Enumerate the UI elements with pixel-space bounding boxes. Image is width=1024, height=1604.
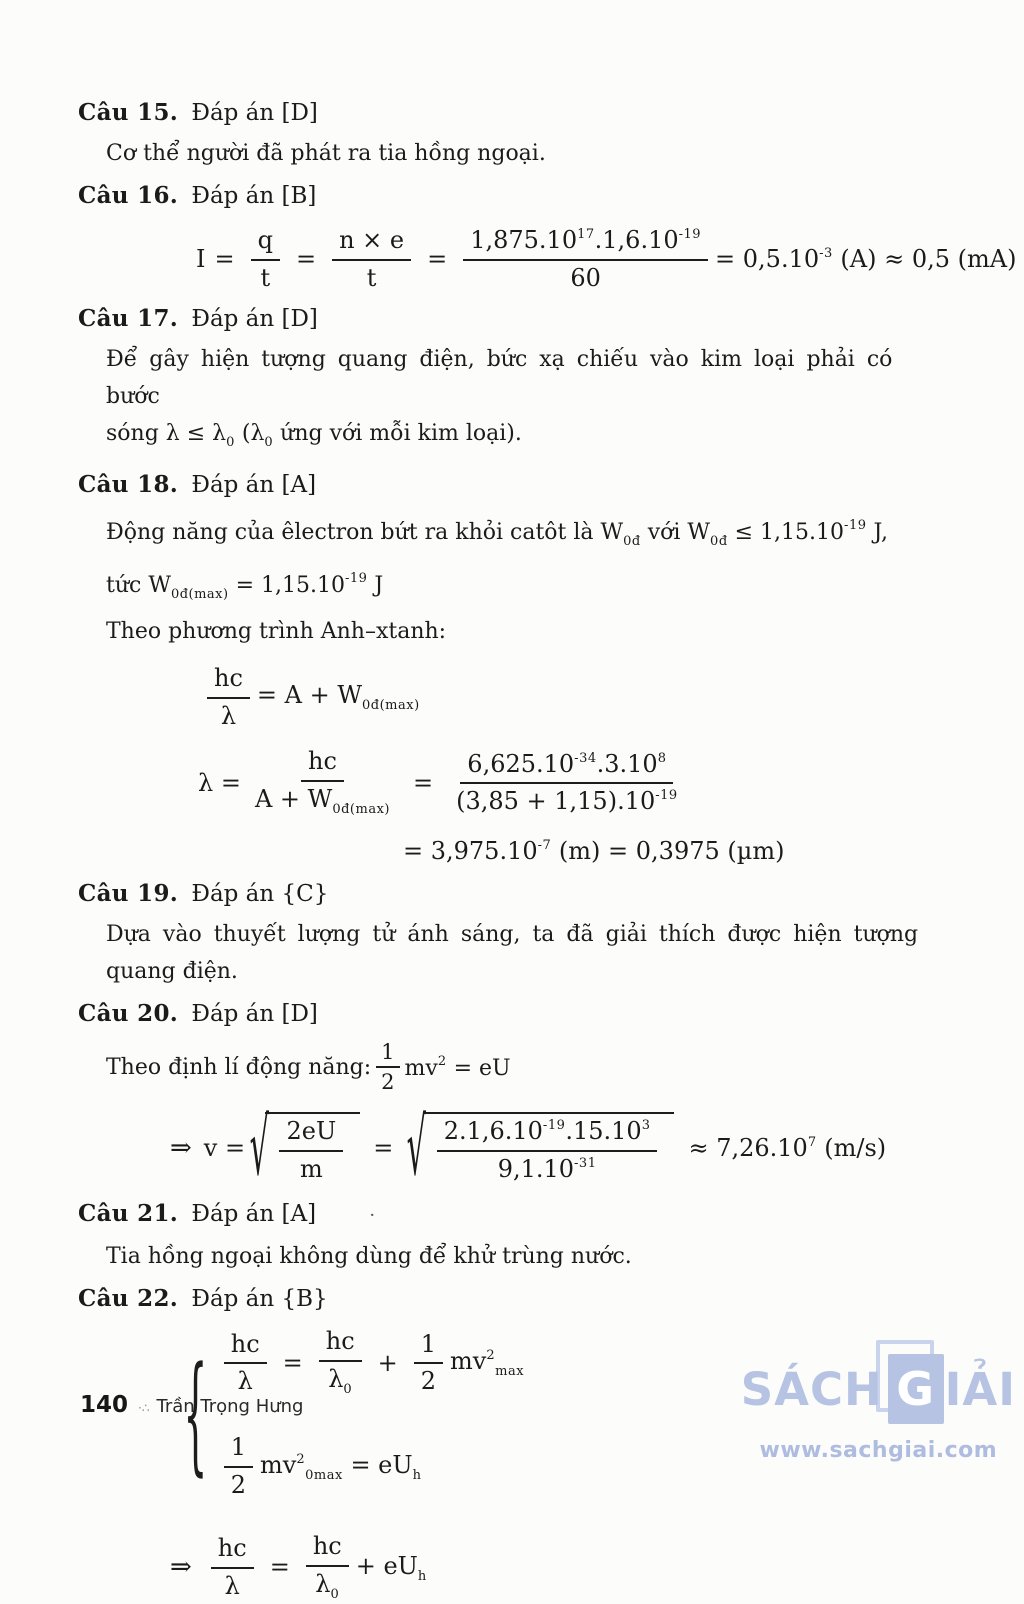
math-term: A + W <box>254 784 333 813</box>
numerator: 1 <box>224 1433 253 1468</box>
author-name: Trần Trọng Hưng <box>156 1396 304 1417</box>
denominator <box>321 1362 359 1399</box>
question-21-heading <box>78 1198 942 1232</box>
question-15-heading <box>78 97 942 129</box>
question-22-answer: Đáp án {B} <box>191 1286 328 1313</box>
math-term <box>257 681 420 714</box>
exponent: -19 <box>655 788 678 804</box>
fraction <box>251 226 280 293</box>
question-17-label: Câu 17. <box>78 305 179 333</box>
denominator: λ <box>224 1571 240 1600</box>
subscript: h <box>412 1467 422 1483</box>
exponent: 2 <box>296 1451 306 1467</box>
square-root <box>249 1100 360 1194</box>
equals-sign: = <box>295 245 317 274</box>
equals-sign: = <box>269 1553 290 1582</box>
numerator <box>460 750 673 785</box>
equals-sign: = <box>282 1349 303 1378</box>
subscript: 0max <box>305 1467 343 1483</box>
current-formula <box>196 226 1017 293</box>
watermark-brand <box>741 1354 1016 1424</box>
math-result <box>688 1134 886 1163</box>
math-term: J, <box>866 520 889 546</box>
math-term: = A + W <box>256 681 363 710</box>
denominator <box>308 1567 346 1604</box>
exponent: -3 <box>819 246 833 262</box>
question-21-label: Câu 21. <box>78 1200 179 1228</box>
exponent: 17 <box>577 227 595 242</box>
solution-line: quang điện. <box>106 958 238 984</box>
math-term: mv <box>260 1450 297 1479</box>
fraction <box>332 226 411 293</box>
subscript: h <box>417 1568 427 1584</box>
implies-arrow: ⇒ <box>170 1552 192 1583</box>
implies-arrow: ⇒ <box>170 1132 192 1163</box>
exponent: -19 <box>345 571 368 587</box>
numerator: q <box>251 226 280 261</box>
question-19-solution <box>78 916 942 990</box>
math-term: ≤ 1,15.10 <box>727 520 845 546</box>
radicand <box>423 1112 675 1184</box>
brand-text-left: SÁCH <box>740 1362 883 1416</box>
photoelectric-equation-1 <box>217 1327 524 1399</box>
question-21-answer: Đáp án [A] <box>191 1201 317 1228</box>
solution-text: Theo định lí động năng: <box>106 1054 372 1080</box>
math-term: .1,6.10 <box>594 226 679 254</box>
math-term: λ <box>328 1364 344 1393</box>
wavelength-formula <box>198 747 942 819</box>
subscript: 0đ(max) <box>332 801 390 817</box>
exponent: 7 <box>807 1134 817 1150</box>
fraction <box>211 1534 254 1601</box>
stray-dot: · <box>369 1205 376 1227</box>
numerator <box>437 1117 658 1152</box>
solution-line: Theo phương trình Anh–xtanh: <box>106 619 447 645</box>
subscript: 0đ(max) <box>362 698 420 714</box>
numerator: hc <box>211 1534 254 1569</box>
math-term: = 0,5.10 <box>715 245 820 274</box>
numerator: 1 <box>376 1040 399 1068</box>
fraction <box>207 664 250 731</box>
denominator: 2 <box>420 1367 437 1396</box>
math-term: v = <box>203 1133 246 1162</box>
math-term: I <box>196 245 206 274</box>
numerator <box>463 226 708 261</box>
question-16-heading <box>78 180 942 212</box>
denominator: t <box>366 263 377 292</box>
logo-letter: G <box>896 1362 936 1416</box>
numerator: hc <box>306 1532 349 1567</box>
math-term: 1,875.10 <box>470 226 578 254</box>
plus-sign: + <box>377 1349 398 1378</box>
question-19-answer: Đáp án {C} <box>191 880 329 907</box>
math-term: ứng với mỗi kim loại). <box>273 421 522 447</box>
equals-sign: = <box>214 245 235 274</box>
math-term: (λ <box>234 421 265 447</box>
watermark-url: www.sachgiai.com <box>759 1438 998 1463</box>
math-term: = eU <box>446 1055 511 1081</box>
solution-line <box>106 571 384 603</box>
numerator: 2eU <box>279 1117 343 1152</box>
fraction <box>279 1117 343 1184</box>
math-term: ≈ 7,26.10 <box>688 1133 808 1162</box>
question-22-label: Câu 22. <box>78 1285 179 1313</box>
kinetic-energy-line <box>78 1040 942 1094</box>
square-root <box>406 1100 674 1194</box>
math-term: λ = <box>198 768 241 797</box>
question-18-solution <box>78 507 942 650</box>
numerator: hc <box>301 747 344 782</box>
exponent: -19 <box>678 227 702 242</box>
math-term: J <box>367 573 384 599</box>
subscript: 0 <box>264 435 274 451</box>
equals-sign: = <box>373 1133 394 1162</box>
book-logo-icon <box>888 1354 944 1424</box>
exponent: -31 <box>574 1155 597 1171</box>
subscript: 0 <box>343 1381 353 1397</box>
conclusion-formula <box>170 1532 942 1604</box>
exponent: -19 <box>542 1118 566 1134</box>
exponent: 3 <box>641 1118 651 1134</box>
subscript: 0đ <box>710 534 728 550</box>
fraction <box>319 1327 362 1399</box>
math-term: tức W <box>106 573 171 599</box>
subscript: max <box>495 1364 525 1380</box>
sachgiai-watermark <box>741 1354 1016 1463</box>
page-number: 140 <box>80 1392 129 1418</box>
solution-line: Dựa vào thuyết lượng tử ánh sáng, ta đã giải thích được hiện tượng <box>106 921 919 947</box>
question-18-label: Câu 18. <box>78 471 179 499</box>
numerator: hc <box>207 664 250 699</box>
fraction <box>414 1330 443 1397</box>
page-footer <box>80 1392 303 1418</box>
math-term: λ <box>315 1569 331 1598</box>
math-term: (A) ≈ 0,5 (mA) <box>832 245 1017 274</box>
exponent: -7 <box>537 837 552 853</box>
numerator: 1 <box>414 1330 443 1365</box>
velocity-formula <box>170 1100 942 1194</box>
subscript: 0đ(max) <box>170 587 229 603</box>
exponent: 2 <box>486 1348 496 1364</box>
math-term: 2.1,6.10 <box>443 1117 543 1146</box>
subscript: 0đ <box>623 534 641 550</box>
question-18-heading <box>78 469 942 501</box>
denominator: 2 <box>381 1070 395 1095</box>
math-term: mv <box>450 1347 487 1376</box>
math-term: (m) = 0,3975 (µm) <box>551 836 785 865</box>
denominator: 60 <box>570 263 601 292</box>
question-16-answer: Đáp án [B] <box>191 183 317 209</box>
denominator <box>248 782 397 819</box>
denominator: 2 <box>230 1470 247 1499</box>
math-term: = 1,15.10 <box>228 573 345 599</box>
math-term: mv <box>404 1055 438 1081</box>
question-18-answer: Đáp án [A] <box>191 472 317 499</box>
footer-ornament: ·∴ <box>138 1401 150 1415</box>
fraction <box>437 1117 658 1184</box>
denominator <box>491 1152 604 1185</box>
fraction <box>224 1330 267 1397</box>
system-brace: { <box>183 1339 208 1489</box>
question-16-label: Câu 16. <box>78 182 179 209</box>
exponent: 2 <box>437 1053 447 1069</box>
math-term: = 3,975.10 <box>403 836 538 865</box>
question-19-heading <box>78 878 942 910</box>
fraction <box>449 750 685 817</box>
numerator: hc <box>319 1327 362 1362</box>
subscript: 0 <box>226 435 235 451</box>
fraction <box>376 1040 399 1094</box>
math-result <box>715 245 1016 274</box>
numerator: hc <box>224 1330 267 1365</box>
solution-line <box>106 518 889 550</box>
question-17-solution <box>78 341 942 461</box>
fraction <box>463 226 708 293</box>
einstein-equation <box>200 664 942 731</box>
math-term: (m/s) <box>816 1133 887 1162</box>
equals-sign: = <box>412 768 434 797</box>
question-20-answer: Đáp án [D] <box>191 1000 318 1027</box>
exponent: 8 <box>657 750 667 766</box>
math-term: .3.10 <box>596 749 658 778</box>
denominator: m <box>299 1154 323 1183</box>
math-term <box>450 1347 524 1379</box>
question-15-label: Câu 15. <box>78 99 179 126</box>
exponent: -34 <box>574 750 597 766</box>
exponent: -19 <box>844 518 867 534</box>
numerator: n × e <box>332 226 411 261</box>
radical-sign: √ <box>406 1100 427 1194</box>
denominator <box>449 784 685 817</box>
question-17-answer: Đáp án [D] <box>191 306 318 333</box>
math-term: sóng λ ≤ λ <box>106 421 227 447</box>
question-20-heading <box>78 998 942 1030</box>
fraction <box>306 1532 349 1604</box>
solution-line <box>106 421 522 451</box>
denominator: λ <box>237 1367 253 1396</box>
math-term: Động năng của êlectron bứt ra khỏi catôt là W <box>106 520 624 546</box>
question-20-label: Câu 20. <box>78 999 179 1027</box>
question-21-solution: Tia hồng ngoại không dùng để khử trùng nước. <box>106 1244 632 1270</box>
question-15-answer: Đáp án [D] <box>191 100 318 126</box>
denominator: λ <box>220 701 237 730</box>
equals-sign: = <box>427 245 448 274</box>
brand-text-right: IẢI <box>944 1362 1016 1416</box>
math-term: với W <box>640 520 711 546</box>
question-22-heading <box>78 1283 942 1315</box>
solution-line: Để gây hiện tượng quang điện, bức xạ chiếu vào kim loại phải có bước <box>106 347 893 410</box>
math-term: (3,85 + 1,15).10 <box>456 787 656 816</box>
radicand <box>265 1112 360 1184</box>
radical-sign: √ <box>249 1100 270 1194</box>
fraction <box>248 747 397 819</box>
denominator: t <box>260 263 271 292</box>
math-term <box>356 1552 427 1585</box>
math-term: 9,1.10 <box>497 1154 575 1183</box>
math-term: + eU <box>355 1551 418 1580</box>
subscript: 0 <box>330 1586 340 1602</box>
question-19-label: Câu 19. <box>78 879 179 907</box>
math-term: = eU <box>342 1450 413 1479</box>
question-17-heading <box>78 303 942 335</box>
wavelength-result <box>403 829 942 868</box>
math-term <box>405 1054 511 1081</box>
math-term: 6,625.10 <box>467 749 575 778</box>
math-term: .15.10 <box>565 1117 642 1146</box>
question-15-solution: Cơ thể người đã phát ra tia hồng ngoại. <box>106 141 546 166</box>
